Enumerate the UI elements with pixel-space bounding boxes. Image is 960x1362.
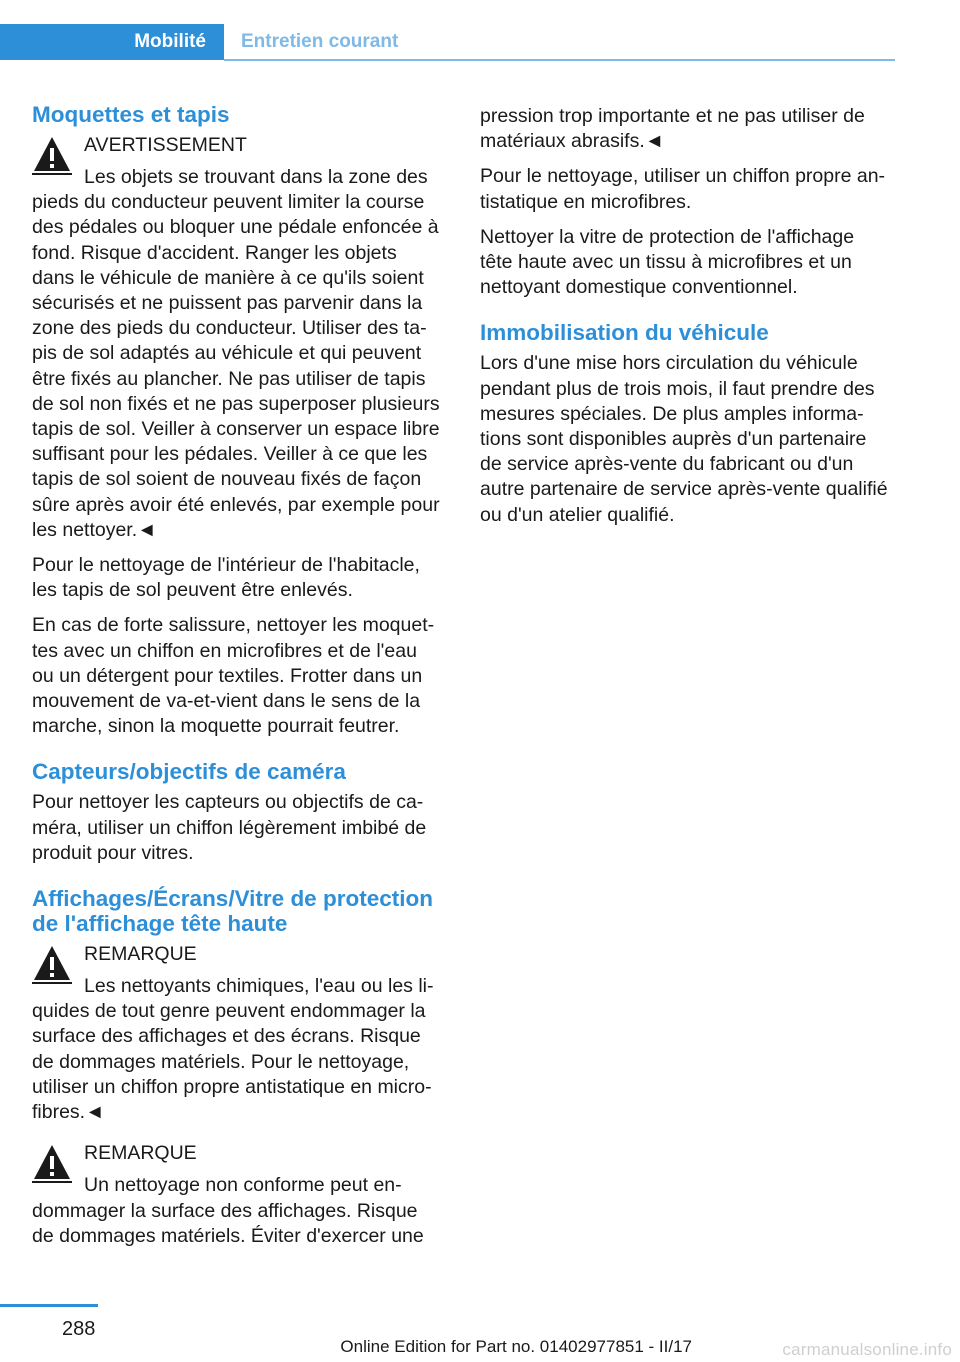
header-rule xyxy=(224,59,895,61)
heading-moquettes: Moquettes et tapis xyxy=(32,102,230,127)
notice-title: REMARQUE xyxy=(84,943,197,966)
page-header xyxy=(0,0,960,62)
notice-block xyxy=(32,942,446,1125)
warning-triangle-icon xyxy=(32,944,72,984)
warning-triangle-icon xyxy=(32,135,72,175)
tab-entretien-courant[interactable]: Entretien courant xyxy=(241,31,399,52)
notice-text: Un nettoyage non conforme peut en- dommager la surface des affichages. Risque de dommages matériels. Éviter d'exercer une xyxy=(32,1174,424,1247)
warning-title: AVERTISSEMENT xyxy=(84,134,247,156)
paragraph: Pour le nettoyage de l'intérieur de l'habitacle, les tapis de sol peuvent être enlevés. xyxy=(32,554,420,602)
notice-text: Les nettoyants chimiques, l'eau ou les li- quides de tout genre peuvent endommager la surface des affichages et des écrans. Risque de dommages matériels. Pour le nettoyage, utiliser un chiffon propre antistatique en micro- fibres.◄ xyxy=(32,975,434,1124)
warning-triangle-icon xyxy=(32,1143,72,1183)
notice-title: REMARQUE xyxy=(84,1142,197,1165)
left-column xyxy=(32,102,446,1259)
right-column xyxy=(480,102,894,538)
paragraph: pression trop importante et ne pas utiliser de matériaux abrasifs.◄ xyxy=(480,105,865,153)
paragraph: Pour le nettoyage, utiliser un chiffon propre an- tistatique en microfibres. xyxy=(480,165,886,213)
footer-rule xyxy=(0,1304,98,1307)
notice-block xyxy=(32,1141,446,1249)
warning-block xyxy=(32,133,446,543)
heading-immobilisation: Immobilisation du véhicule xyxy=(480,320,769,346)
paragraph: Nettoyer la vitre de protection de l'affichage tête haute avec un tissu à microfibres et un nettoyant domestique conventionnel. xyxy=(480,225,855,299)
warning-text: Les objets se trouvant dans la zone des pieds du conducteur peuvent limiter la course des pédales ou bloquer une pédale enfoncée à fond. Risque d'accident. Ranger les objets dans le véhicule de manière à ce qu'ils soient sécurisés et ne puissent pas parvenir dans la zone des pieds du conducteur. Utiliser des ta- pis de sol adaptés au véhicule et qui peuvent être fixés au plancher. Ne pas utiliser de tapis de sol non fixés et ne pas superposer plusieurs tapis de sol. Veiller à conserver un espace libre suffisant pour les pédales. Veiller à ce que les tapis de sol soient de nouveau fixés de façon sûre après avoir été enlevés, par exemple pour les nettoyer.◄ xyxy=(32,166,440,541)
page-number: 288 xyxy=(62,1318,96,1340)
tab-mobilite[interactable]: Mobilité xyxy=(0,24,224,60)
heading-affichages: Affichages/Écrans/Vitre de protection de l'affichage tête haute xyxy=(32,886,433,937)
paragraph: Pour nettoyer les capteurs ou objectifs de ca- méra, utiliser un chiffon légèrement imbibé de produit pour vitres. xyxy=(32,791,427,864)
watermark: carmanualsonline.info xyxy=(782,1340,952,1359)
edition-info: Online Edition for Part no. 01402977851 - II/17 xyxy=(340,1337,692,1356)
paragraph: En cas de forte salissure, nettoyer les moquet- tes avec un chiffon en microfibres et de l'eau ou un détergent pour textiles. Frotter dans un mouvement de va-et-vient dans le sens de la marche, sinon la moquette pourrait feutrer. xyxy=(32,614,435,738)
heading-capteurs: Capteurs/objectifs de caméra xyxy=(32,759,346,785)
paragraph: Lors d'une mise hors circulation du véhicule pendant plus de trois mois, il faut prendre des mesures spéciales. De plus amples informa- tions sont disponibles auprès d'un partenaire de service après-vente du fabricant ou d'un autre partenaire de service après-vente qualifié ou d'un atelier qualifié. xyxy=(480,352,888,526)
